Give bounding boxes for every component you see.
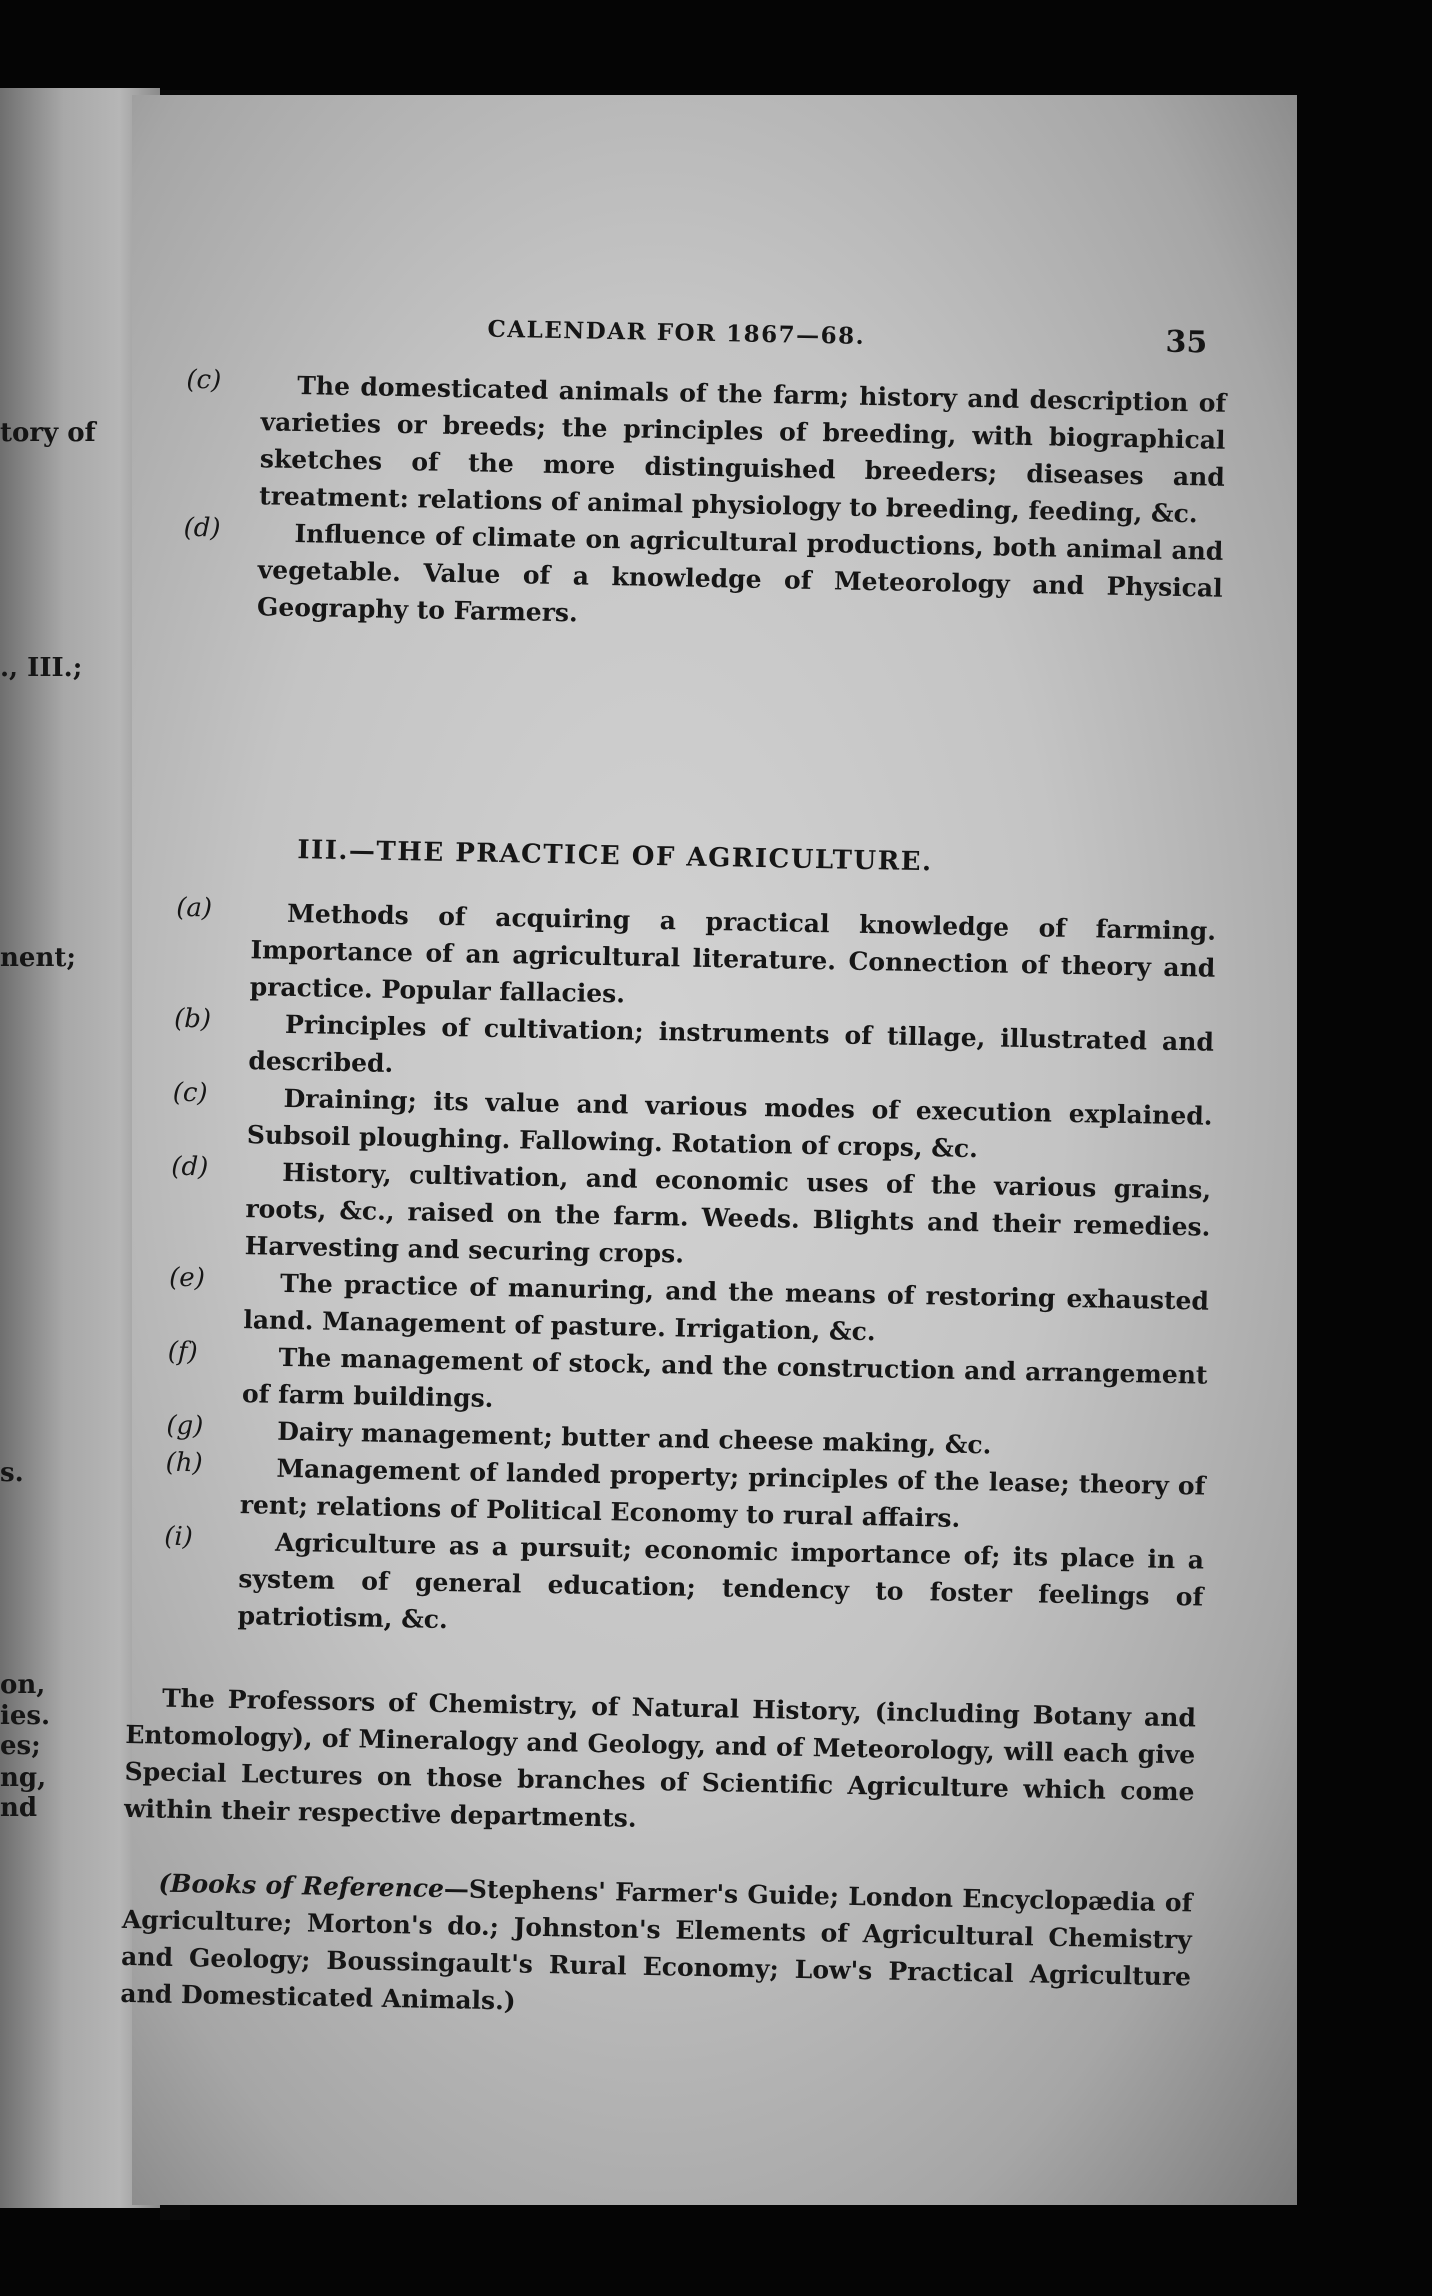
page-content (120, 85, 1242, 2016)
list-item (162, 1522, 1204, 1653)
running-title: CALENDAR FOR 1867—68. (487, 315, 866, 350)
left-fragment: es; (0, 1731, 41, 1761)
item-text: Draining; its value and various modes of execution explained. Subsoil ploughing. Fallowing. Rotation of crops, &c. (246, 1083, 1213, 1164)
list-item (174, 893, 1216, 1024)
item-label: (d) (171, 1151, 209, 1183)
item-label: (a) (176, 892, 213, 924)
section-two-list (182, 365, 1227, 644)
left-fragment: ng, (0, 1763, 47, 1793)
item-text: The management of stock, and the construction and arrangement of farm buildings. (241, 1342, 1208, 1413)
item-text: Agriculture as a pursuit; economic importance of; its place in a system of general education; tendency to foster feelings of patriotism, &c. (237, 1527, 1205, 1635)
list-item (169, 1152, 1211, 1283)
item-text: Methods of acquiring a practical knowledge of farming. Importance of an agricultural literature. Connection of theory and practice. Popular fallacies. (249, 898, 1217, 1009)
page-number: 35 (1165, 324, 1208, 361)
item-label: (i) (163, 1521, 194, 1553)
left-fragment: nent; (0, 943, 76, 973)
list-item (184, 365, 1227, 533)
item-label: (f) (167, 1336, 198, 1368)
item-text: Management of landed property; principles of the lease; theory of rent; relations of Political Economy to rural affairs. (239, 1453, 1206, 1533)
list-item (182, 513, 1224, 644)
books-label: (Books of Reference (158, 1868, 445, 1904)
left-fragment: on, (0, 1670, 46, 1700)
item-text: The domesticated animals of the farm; history and description of varieties or breeds; the principles of breeding, with biographical sketches of the more distinguished breeders; diseases and treatment: relations of animal physiology to breeding, feeding, &c. (258, 370, 1227, 529)
professors-paragraph: The Professors of Chemistry, of Natural History, (including Botany and Entomology), of Mineralogy and Geology, and of Meteorology, will each give Special Lectures on those branches of Scientific Agriculture which come within their respective departments. (123, 1683, 1197, 1833)
section-three-list (162, 893, 1216, 1653)
left-fragment: ., III.; (0, 653, 83, 683)
item-text: History, cultivation, and economic uses of the various grains, roots, &c., raised on the farm. Weeds. Blights and their remedies. Harvesting and securing crops. (244, 1157, 1212, 1269)
item-label: (d) (183, 512, 221, 544)
left-fragment: nd (0, 1793, 38, 1823)
left-fragment: tory of (0, 418, 96, 448)
left-fragment: ies. (0, 1701, 51, 1731)
item-text: The practice of manuring, and the means of restoring exhausted land. Management of pasture. Irrigation, &c. (243, 1268, 1210, 1347)
books-list: —Stephens' Farmer's Guide; London Encyclopædia of Agriculture; Morton's do.; Johnston's Elements of Agricultural Chemistry and Geology; Boussingault's Rural Economy; Low's Practical Agriculture and Domesticated Animals.) (120, 1874, 1193, 2016)
left-fragment: s. (0, 1458, 24, 1488)
item-text: Dairy management; butter and cheese making, &c. (276, 1416, 992, 1460)
running-head (187, 310, 1228, 370)
item-label: (g) (166, 1410, 204, 1442)
item-label: (b) (173, 1003, 212, 1035)
section-heading: III.—THE PRACTICE OF AGRICULTURE. (297, 835, 933, 878)
item-text: Influence of climate on agricultural productions, both animal and vegetable. Value of a knowledge of Meteorology and Physical Geography to Farmers. (256, 518, 1224, 628)
books-of-reference (120, 1864, 1193, 2033)
item-label: (h) (165, 1447, 203, 1479)
item-text: Principles of cultivation; instruments of tillage, illustrated and described. (248, 1009, 1215, 1078)
document-page (120, 95, 1297, 2205)
item-label: (c) (172, 1077, 208, 1109)
item-label: (e) (168, 1262, 206, 1294)
item-label: (c) (186, 364, 222, 396)
